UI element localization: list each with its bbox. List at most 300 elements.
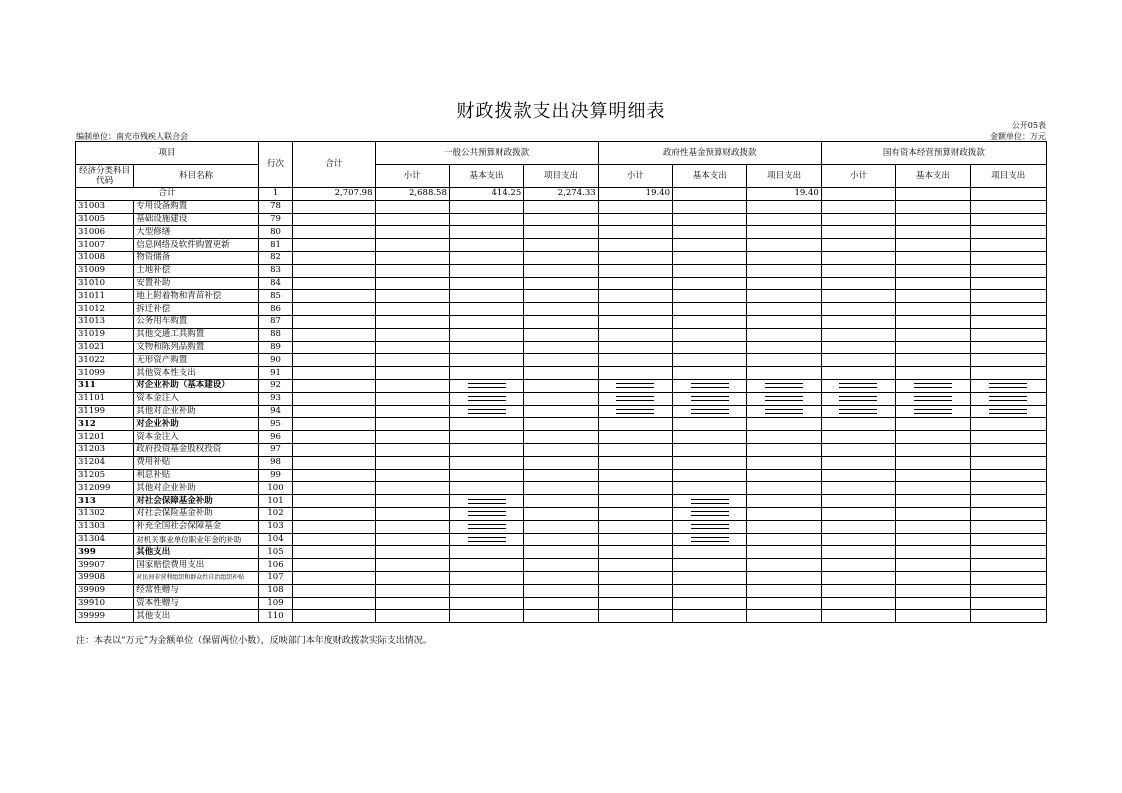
cell-total	[293, 367, 375, 380]
row-name: 其他交通工具购置	[134, 328, 259, 341]
row-code: 31008	[76, 251, 134, 264]
cell-f-basic	[673, 584, 747, 597]
cell-s-basic	[896, 354, 970, 367]
not-applicable-mark	[468, 511, 506, 516]
cell-s-project	[970, 469, 1046, 482]
cell-f-subtotal	[598, 264, 672, 277]
cell-f-basic	[673, 251, 747, 264]
row-name: 其他资本性支出	[134, 367, 259, 380]
cell-s-project	[970, 290, 1046, 303]
cell-f-project	[747, 264, 821, 277]
cell-s-basic	[896, 392, 970, 405]
row-number: 92	[258, 379, 292, 392]
cell-g-subtotal	[375, 559, 449, 572]
total-g-subtotal: 2,688.58	[375, 188, 449, 201]
not-applicable-mark	[616, 396, 654, 401]
table-row	[76, 597, 1047, 610]
not-applicable-mark	[914, 409, 952, 414]
row-number: 91	[258, 367, 292, 380]
table-row	[76, 482, 1047, 495]
row-code: 31199	[76, 405, 134, 418]
cell-s-subtotal	[821, 469, 895, 482]
total-g-basic: 414.25	[449, 188, 523, 201]
header-fund-budget: 政府性基金预算财政拨款	[598, 142, 821, 165]
cell-s-project	[970, 546, 1046, 559]
cell-g-subtotal	[375, 341, 449, 354]
cell-s-project	[970, 213, 1046, 226]
row-name: 其他对企业补助	[134, 482, 259, 495]
cell-f-basic	[673, 571, 747, 584]
row-code: 31021	[76, 341, 134, 354]
cell-g-basic	[449, 456, 523, 469]
cell-g-subtotal	[375, 354, 449, 367]
row-number: 80	[258, 226, 292, 239]
cell-s-project	[970, 456, 1046, 469]
cell-s-project	[970, 610, 1046, 623]
cell-total	[293, 443, 375, 456]
row-code: 39908	[76, 571, 134, 584]
expenditure-table	[75, 141, 1047, 623]
row-code: 31012	[76, 303, 134, 316]
cell-g-project	[524, 341, 598, 354]
cell-f-subtotal	[598, 315, 672, 328]
cell-s-basic	[896, 597, 970, 610]
cell-s-basic	[896, 213, 970, 226]
cell-g-basic	[449, 341, 523, 354]
header-total: 合计	[293, 142, 375, 188]
table-row	[76, 584, 1047, 597]
table-row	[76, 367, 1047, 380]
header-g-project: 项目支出	[524, 165, 598, 188]
header-g-basic: 基本支出	[449, 165, 523, 188]
cell-f-subtotal	[598, 456, 672, 469]
table-row	[76, 328, 1047, 341]
cell-g-project	[524, 546, 598, 559]
cell-s-basic	[896, 584, 970, 597]
row-name: 其他支出	[134, 546, 259, 559]
cell-f-basic	[673, 597, 747, 610]
row-number: 89	[258, 341, 292, 354]
cell-s-basic	[896, 405, 970, 418]
header-project: 项目	[76, 142, 259, 165]
row-name: 资本金注入	[134, 392, 259, 405]
not-applicable-mark	[468, 537, 506, 542]
cell-g-basic	[449, 315, 523, 328]
header-general-budget: 一般公共预算财政拨款	[375, 142, 598, 165]
cell-total	[293, 200, 375, 213]
cell-f-subtotal	[598, 469, 672, 482]
row-number: 103	[258, 520, 292, 533]
cell-f-basic	[673, 226, 747, 239]
cell-s-project	[970, 559, 1046, 572]
row-code: 31099	[76, 367, 134, 380]
cell-f-subtotal	[598, 443, 672, 456]
cell-g-project	[524, 443, 598, 456]
cell-s-basic	[896, 456, 970, 469]
total-s-project	[970, 188, 1046, 201]
cell-g-project	[524, 315, 598, 328]
row-name: 大型修缮	[134, 226, 259, 239]
cell-s-basic	[896, 520, 970, 533]
table-row	[76, 533, 1047, 546]
cell-g-basic	[449, 571, 523, 584]
cell-g-basic	[449, 367, 523, 380]
cell-g-subtotal	[375, 328, 449, 341]
row-number: 90	[258, 354, 292, 367]
cell-f-basic	[673, 213, 747, 226]
cell-g-subtotal	[375, 264, 449, 277]
row-name: 无形资产购置	[134, 354, 259, 367]
cell-s-subtotal	[821, 495, 895, 508]
cell-g-basic	[449, 469, 523, 482]
cell-g-subtotal	[375, 597, 449, 610]
total-f-subtotal: 19.40	[598, 188, 672, 201]
cell-s-subtotal	[821, 226, 895, 239]
not-applicable-mark	[468, 396, 506, 401]
cell-g-basic	[449, 559, 523, 572]
cell-s-subtotal	[821, 239, 895, 252]
table-row	[76, 213, 1047, 226]
cell-total	[293, 303, 375, 316]
cell-f-project	[747, 277, 821, 290]
cell-s-project	[970, 507, 1046, 520]
cell-f-basic	[673, 264, 747, 277]
cell-s-project	[970, 584, 1046, 597]
cell-total	[293, 520, 375, 533]
not-applicable-mark	[468, 499, 506, 504]
row-number: 96	[258, 431, 292, 444]
organization-label: 编制单位：南充市残疾人联合会	[76, 132, 188, 141]
cell-g-project	[524, 251, 598, 264]
cell-s-project	[970, 226, 1046, 239]
cell-f-project	[747, 443, 821, 456]
cell-s-subtotal	[821, 213, 895, 226]
row-code: 31003	[76, 200, 134, 213]
table-row	[76, 443, 1047, 456]
row-name: 政府投资基金股权投资	[134, 443, 259, 456]
cell-g-basic	[449, 507, 523, 520]
cell-s-subtotal	[821, 584, 895, 597]
header-f-project: 项目支出	[747, 165, 821, 188]
row-name: 拆迁补偿	[134, 303, 259, 316]
cell-s-basic	[896, 303, 970, 316]
cell-total	[293, 290, 375, 303]
table-row	[76, 469, 1047, 482]
cell-g-project	[524, 379, 598, 392]
table-row	[76, 379, 1047, 392]
cell-s-subtotal	[821, 379, 895, 392]
not-applicable-mark	[691, 409, 729, 414]
cell-total	[293, 546, 375, 559]
cell-g-basic	[449, 597, 523, 610]
cell-total	[293, 610, 375, 623]
cell-g-project	[524, 584, 598, 597]
table-row	[76, 559, 1047, 572]
cell-f-subtotal	[598, 520, 672, 533]
cell-f-subtotal	[598, 367, 672, 380]
form-number: 公开05表	[1011, 121, 1046, 130]
cell-s-project	[970, 418, 1046, 431]
cell-s-subtotal	[821, 367, 895, 380]
cell-s-subtotal	[821, 392, 895, 405]
cell-f-basic	[673, 495, 747, 508]
cell-s-project	[970, 200, 1046, 213]
cell-f-subtotal	[598, 290, 672, 303]
cell-f-project	[747, 315, 821, 328]
cell-f-project	[747, 379, 821, 392]
cell-f-project	[747, 200, 821, 213]
row-number: 97	[258, 443, 292, 456]
row-number: 105	[258, 546, 292, 559]
not-applicable-mark	[989, 409, 1027, 414]
cell-total	[293, 571, 375, 584]
cell-f-project	[747, 507, 821, 520]
not-applicable-mark	[691, 396, 729, 401]
cell-s-basic	[896, 546, 970, 559]
cell-f-project	[747, 367, 821, 380]
cell-s-basic	[896, 559, 970, 572]
cell-g-subtotal	[375, 533, 449, 546]
cell-f-subtotal	[598, 226, 672, 239]
cell-s-subtotal	[821, 546, 895, 559]
cell-s-project	[970, 341, 1046, 354]
row-name: 补充全国社会保障基金	[134, 520, 259, 533]
cell-f-basic	[673, 443, 747, 456]
row-number: 79	[258, 213, 292, 226]
cell-g-project	[524, 469, 598, 482]
cell-s-basic	[896, 507, 970, 520]
cell-f-subtotal	[598, 354, 672, 367]
cell-total	[293, 277, 375, 290]
cell-g-project	[524, 264, 598, 277]
not-applicable-mark	[914, 396, 952, 401]
cell-total	[293, 456, 375, 469]
cell-total	[293, 482, 375, 495]
cell-g-basic	[449, 392, 523, 405]
cell-s-basic	[896, 443, 970, 456]
not-applicable-mark	[765, 396, 803, 401]
cell-g-project	[524, 456, 598, 469]
cell-f-project	[747, 290, 821, 303]
row-number: 95	[258, 418, 292, 431]
cell-g-project	[524, 200, 598, 213]
cell-total	[293, 533, 375, 546]
cell-s-basic	[896, 495, 970, 508]
row-number: 87	[258, 315, 292, 328]
cell-s-subtotal	[821, 290, 895, 303]
row-number: 98	[258, 456, 292, 469]
table-row	[76, 264, 1047, 277]
cell-s-project	[970, 277, 1046, 290]
total-row	[76, 188, 1047, 201]
row-code: 399	[76, 546, 134, 559]
row-code: 31005	[76, 213, 134, 226]
cell-total	[293, 213, 375, 226]
cell-f-subtotal	[598, 239, 672, 252]
cell-g-project	[524, 303, 598, 316]
row-number: 86	[258, 303, 292, 316]
cell-g-project	[524, 213, 598, 226]
cell-g-basic	[449, 213, 523, 226]
cell-s-subtotal	[821, 610, 895, 623]
row-code: 39909	[76, 584, 134, 597]
header-row-1	[76, 142, 1047, 165]
header-s-project: 项目支出	[970, 165, 1046, 188]
cell-s-project	[970, 392, 1046, 405]
row-code: 31006	[76, 226, 134, 239]
cell-f-basic	[673, 418, 747, 431]
cell-g-subtotal	[375, 251, 449, 264]
cell-total	[293, 584, 375, 597]
row-name: 对机关事业单位职业年金的补助	[134, 533, 259, 546]
cell-total	[293, 405, 375, 418]
cell-g-basic	[449, 328, 523, 341]
cell-total	[293, 495, 375, 508]
cell-f-subtotal	[598, 571, 672, 584]
cell-total	[293, 469, 375, 482]
not-applicable-mark	[691, 537, 729, 542]
row-code: 31303	[76, 520, 134, 533]
cell-total	[293, 341, 375, 354]
cell-s-basic	[896, 264, 970, 277]
cell-s-basic	[896, 290, 970, 303]
cell-f-project	[747, 571, 821, 584]
row-number: 81	[258, 239, 292, 252]
cell-f-subtotal	[598, 405, 672, 418]
cell-s-project	[970, 571, 1046, 584]
row-code: 31101	[76, 392, 134, 405]
cell-f-basic	[673, 482, 747, 495]
cell-s-subtotal	[821, 431, 895, 444]
cell-total	[293, 507, 375, 520]
cell-f-project	[747, 482, 821, 495]
cell-s-subtotal	[821, 264, 895, 277]
not-applicable-mark	[691, 524, 729, 529]
cell-s-subtotal	[821, 571, 895, 584]
cell-g-subtotal	[375, 392, 449, 405]
cell-s-basic	[896, 533, 970, 546]
cell-total	[293, 264, 375, 277]
cell-s-basic	[896, 239, 970, 252]
not-applicable-mark	[765, 409, 803, 414]
not-applicable-mark	[839, 409, 877, 414]
cell-s-project	[970, 431, 1046, 444]
not-applicable-mark	[839, 383, 877, 388]
row-code: 311	[76, 379, 134, 392]
table-row	[76, 571, 1047, 584]
cell-f-subtotal	[598, 533, 672, 546]
row-name: 利息补贴	[134, 469, 259, 482]
cell-f-basic	[673, 392, 747, 405]
cell-f-subtotal	[598, 200, 672, 213]
table-row	[76, 277, 1047, 290]
row-code: 31009	[76, 264, 134, 277]
cell-g-project	[524, 392, 598, 405]
cell-g-subtotal	[375, 482, 449, 495]
row-name: 经常性赠与	[134, 584, 259, 597]
cell-total	[293, 315, 375, 328]
cell-g-project	[524, 418, 598, 431]
cell-total	[293, 251, 375, 264]
cell-s-project	[970, 443, 1046, 456]
cell-f-project	[747, 328, 821, 341]
cell-s-basic	[896, 341, 970, 354]
cell-g-basic	[449, 303, 523, 316]
cell-f-basic	[673, 533, 747, 546]
cell-g-basic	[449, 251, 523, 264]
cell-s-basic	[896, 367, 970, 380]
cell-g-project	[524, 507, 598, 520]
not-applicable-mark	[468, 524, 506, 529]
cell-g-basic	[449, 200, 523, 213]
cell-g-subtotal	[375, 495, 449, 508]
cell-s-basic	[896, 482, 970, 495]
cell-f-basic	[673, 405, 747, 418]
cell-f-project	[747, 392, 821, 405]
row-number: 107	[258, 571, 292, 584]
cell-g-basic	[449, 482, 523, 495]
total-label: 合计	[76, 188, 259, 201]
row-code: 31201	[76, 431, 134, 444]
row-name: 对社会保险基金补助	[134, 507, 259, 520]
row-name: 费用补贴	[134, 456, 259, 469]
cell-f-project	[747, 495, 821, 508]
cell-f-project	[747, 239, 821, 252]
cell-g-subtotal	[375, 469, 449, 482]
cell-g-basic	[449, 290, 523, 303]
row-number: 100	[258, 482, 292, 495]
cell-g-basic	[449, 405, 523, 418]
cell-total	[293, 226, 375, 239]
cell-f-subtotal	[598, 495, 672, 508]
row-code: 39999	[76, 610, 134, 623]
cell-g-basic	[449, 264, 523, 277]
cell-f-subtotal	[598, 546, 672, 559]
cell-s-project	[970, 239, 1046, 252]
cell-f-basic	[673, 546, 747, 559]
cell-s-subtotal	[821, 315, 895, 328]
table-row	[76, 610, 1047, 623]
table-row	[76, 520, 1047, 533]
footnote: 注：本表以“万元”为金额单位（保留两位小数），反映部门本年度财政拨款实际支出情况。	[76, 636, 432, 646]
cell-f-subtotal	[598, 610, 672, 623]
cell-g-basic	[449, 495, 523, 508]
header-state-capital-budget: 国有资本经营预算财政拨款	[821, 142, 1046, 165]
row-code: 31019	[76, 328, 134, 341]
row-name: 物资储备	[134, 251, 259, 264]
row-code: 31013	[76, 315, 134, 328]
table-row	[76, 431, 1047, 444]
cell-g-subtotal	[375, 367, 449, 380]
row-number: 106	[258, 559, 292, 572]
cell-g-project	[524, 571, 598, 584]
cell-s-basic	[896, 200, 970, 213]
cell-s-subtotal	[821, 303, 895, 316]
cell-f-basic	[673, 290, 747, 303]
cell-s-subtotal	[821, 405, 895, 418]
not-applicable-mark	[989, 383, 1027, 388]
table-row	[76, 303, 1047, 316]
row-number: 101	[258, 495, 292, 508]
header-row-2	[76, 165, 1047, 188]
cell-g-basic	[449, 584, 523, 597]
cell-f-subtotal	[598, 507, 672, 520]
cell-f-subtotal	[598, 584, 672, 597]
total-s-basic	[896, 188, 970, 201]
cell-f-basic	[673, 367, 747, 380]
cell-g-basic	[449, 546, 523, 559]
table-row	[76, 418, 1047, 431]
